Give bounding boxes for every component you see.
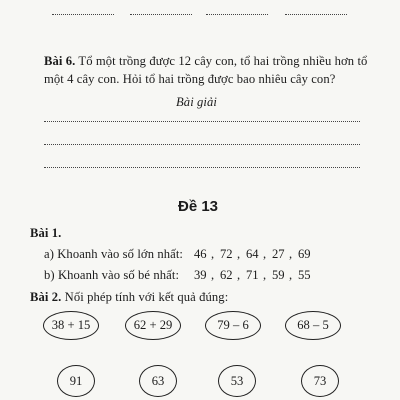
bai1-b-number-1[interactable]: 39 (194, 268, 207, 282)
solution-line-2[interactable] (44, 144, 360, 145)
bai1-a-number-5[interactable]: 69 (298, 247, 311, 261)
expression-ellipse-2[interactable]: 62 + 29 (125, 311, 181, 340)
bai1-b-number-2[interactable]: 62 (220, 268, 233, 282)
bai2-title: Bài 2. (30, 290, 62, 304)
bai1-b-number-5[interactable]: 55 (298, 268, 311, 282)
bai1-b-comma-4: , (289, 268, 293, 282)
bai1-b-number-4[interactable]: 59 (272, 268, 285, 282)
bai1-a-number-4[interactable]: 27 (272, 247, 285, 261)
bai6-line-1 (44, 54, 367, 69)
bai1-b-number-3[interactable]: 71 (246, 268, 259, 282)
bai1-a-comma-1: , (211, 247, 215, 261)
bai6-title: Bài 6. (44, 54, 76, 68)
solution-line-3[interactable] (44, 167, 360, 168)
bai1-b-comma-2: , (237, 268, 241, 282)
result-ellipse-1[interactable]: 91 (57, 365, 95, 397)
bai1-b-label: b) Khoanh vào số bé nhất: (44, 268, 180, 282)
bai6-text-1: Tổ một trồng được 12 cây con, tổ hai trồng nhiều hơn tổ (78, 54, 368, 68)
solution-label: Bài giải (176, 95, 218, 109)
bai1-a-number-2[interactable]: 72 (220, 247, 233, 261)
solution-line-1[interactable] (44, 121, 360, 122)
bai1-a-comma-4: , (289, 247, 293, 261)
section-heading: Đề 13 (178, 198, 219, 215)
bai2-instruction: Nối phép tính với kết quả đúng: (64, 290, 229, 304)
bai1-a-label: a) Khoanh vào số lớn nhất: (44, 247, 184, 261)
bai1-title: Bài 1. (30, 226, 62, 240)
bai1-b-comma-3: , (263, 268, 267, 282)
result-ellipse-2[interactable]: 63 (139, 365, 177, 397)
expression-ellipse-1[interactable]: 38 + 15 (43, 311, 99, 340)
bai1-a-comma-2: , (237, 247, 241, 261)
bai2-line (30, 290, 228, 305)
answer-line-top-1 (52, 14, 114, 15)
bai1-a-comma-3: , (263, 247, 267, 261)
result-ellipse-3[interactable]: 53 (218, 365, 256, 397)
expression-ellipse-3[interactable]: 79 – 6 (205, 311, 261, 340)
result-ellipse-4[interactable]: 73 (301, 365, 339, 397)
bai1-a-number-3[interactable]: 64 (246, 247, 259, 261)
bai1-a-number-1[interactable]: 46 (194, 247, 207, 261)
answer-line-top-2 (130, 14, 192, 15)
bai6-text-2: một 4 cây con. Hỏi tổ hai trồng được bao nhiêu cây con? (44, 72, 336, 86)
answer-line-top-4 (285, 14, 347, 15)
bai6-line-2 (44, 72, 335, 87)
bai1-b-comma-1: , (211, 268, 215, 282)
answer-line-top-3 (206, 14, 268, 15)
expression-ellipse-4[interactable]: 68 – 5 (285, 311, 341, 340)
